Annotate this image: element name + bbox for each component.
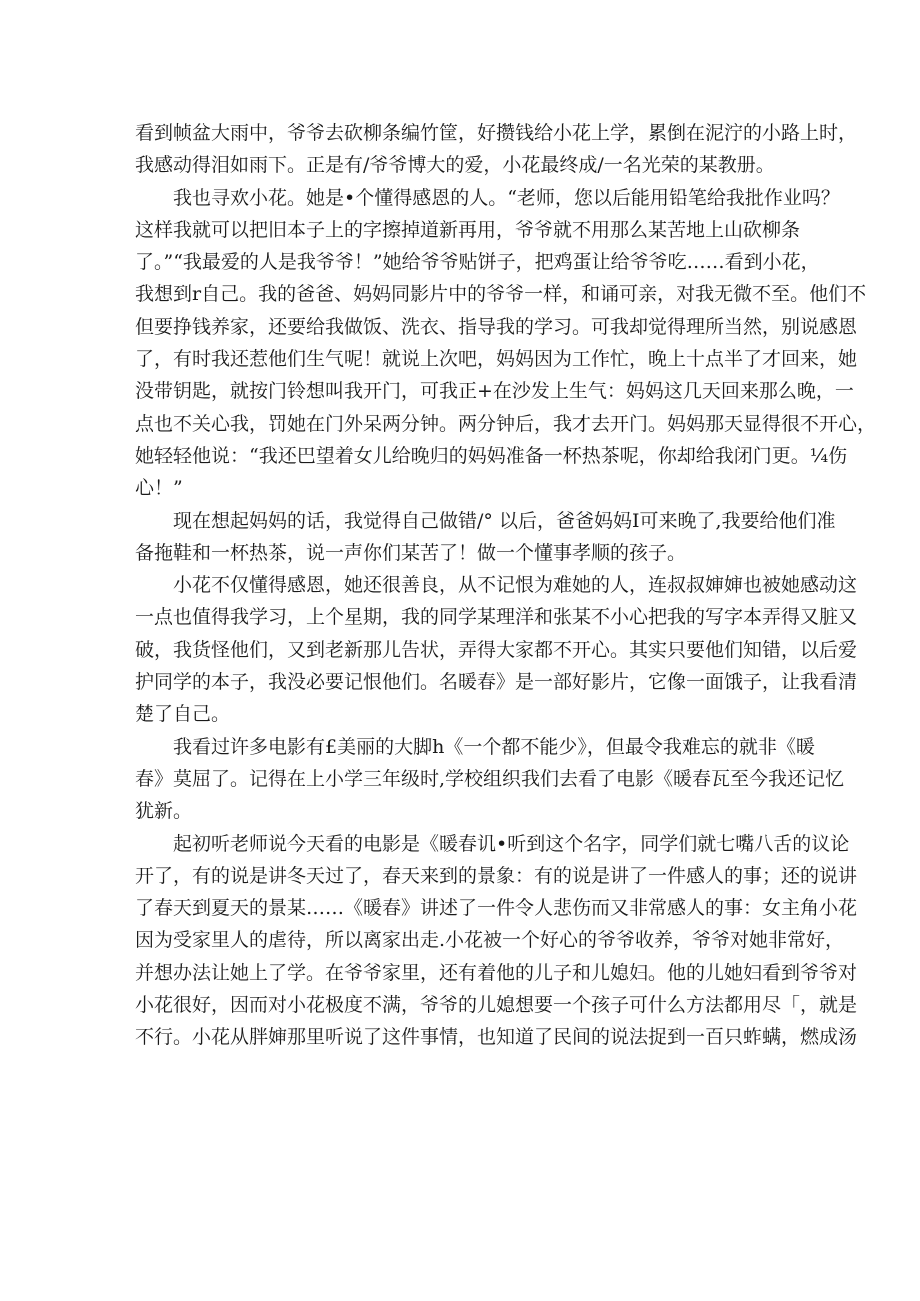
text-line: 她轻轻他说：“我还巴望着女儿给晚归的妈妈准备一杯热茶呢，你却给我闭门更。¼伤 bbox=[135, 444, 848, 467]
text-line: 因为受家里人的虐待，所以离家出走.小花被一个好心的爷爷收养，爷爷对她非常好， bbox=[135, 929, 845, 952]
text-line: 心！” bbox=[135, 477, 183, 500]
text-line: 并想办法让她上了学。在爷爷家里，还有着他的儿子和儿媳妇。他的儿她妇看到爷爷对 bbox=[135, 961, 858, 984]
text-line: 没带钥匙，就按门铃想叫我开门，可我正+在沙发上生气：妈妈这几天回来那么晚，一 bbox=[135, 380, 854, 403]
text-line: 看到帧盆大雨中，爷爷去砍柳条编竹筐，好攒钱给小花上学，累倒在泥泞的小路上时， bbox=[135, 122, 858, 144]
paragraph-6 bbox=[135, 828, 858, 1054]
paragraph-3 bbox=[135, 505, 836, 570]
text-line: 破，我货怪他们，又到老新那儿告状，弄得大家都不开心。其实只要他们知错，以后爱 bbox=[135, 638, 858, 661]
text-line: 护同学的本子，我没必要记恨他们。名暖春》是一部好影片，它像一面饿子，让我看清 bbox=[135, 671, 858, 694]
text-line: 不行。小花从胖婶那里听说了这件事情，也知道了民间的说法捉到一百只蚱螨，燃成汤 bbox=[135, 1026, 858, 1049]
text-line: 楚了自己。 bbox=[135, 703, 231, 726]
text-line: 我想到r自己。我的爸爸、妈妈同影片中的爷爷一样，和诵可亲，对我无微不至。他们不 bbox=[135, 283, 867, 306]
text-line: 一点也值得我学习，上个星期，我的同学某理洋和张某不小心把我的写字本弄得又脏又 bbox=[135, 606, 858, 629]
paragraph-1 bbox=[135, 117, 858, 182]
paragraph-4 bbox=[135, 569, 858, 730]
text-line: 小花不仅懂得感恩，她还很善良，从不记恨为难她的人，连叔叔婶婶也被她感动这 bbox=[173, 574, 858, 597]
text-line: 我也寻欢小花。她是•个懂得感恩的人。“老师，您以后能用铅笔给我批作业吗？ bbox=[173, 186, 840, 209]
text-line: 备拖鞋和一杯热茶，说一声你们某苦了！做一个懂事孝顺的孩子。 bbox=[135, 541, 687, 564]
text-line: 犹新。 bbox=[135, 800, 193, 823]
text-line: 现在想起妈妈的话，我觉得自己做错/° 以后，爸爸妈妈I可来晚了,我要给他们准 bbox=[173, 509, 836, 532]
text-line: 开了，有的说是讲冬天过了，春天来到的景象：有的说是讲了一件感人的事；还的说讲 bbox=[135, 864, 858, 887]
paragraph-2 bbox=[135, 182, 877, 505]
text-line: 起初听老师说今天看的电影是《暖春讥•听到这个名字，同学们就七嘴八舌的议论 bbox=[173, 832, 850, 855]
paragraph-5 bbox=[135, 731, 845, 828]
text-line: 小花很好，因而对小花极度不满，爷爷的儿媳想要一个孩子可什么方法都用尽「，就是 bbox=[135, 994, 858, 1017]
document-body bbox=[135, 117, 877, 1054]
text-line: 我看过许多电影有£美丽的大脚h《一个都不能少》，但最令我难忘的就非《暖 bbox=[173, 735, 815, 758]
text-line: 了，有时我还惹他们生气呢！就说上次吧，妈妈因为工作忙，晚上十点半了才回来，她 bbox=[135, 348, 858, 371]
text-line: 这样我就可以把旧本子上的字擦掉道新再用，爷爷就不用那么某苦地上山砍柳条 bbox=[135, 218, 801, 241]
text-line: 但要挣钱养家，还要给我做饭、洗衣、指导我的学习。可我却觉得理所当然，别说感恩 bbox=[135, 315, 858, 338]
text-line: 了。”“我最爱的人是我爷爷！”她给爷爷贴饼子，把鸡蛋让给爷爷吃……看到小花， bbox=[135, 251, 820, 274]
text-line: 我感动得泪如雨下。正是有/爷爷博大的爱，小花最终成/一名光荣的某教册。 bbox=[135, 154, 775, 177]
text-line: 春》莫屈了。记得在上小学三年级时,学校组织我们去看了电影《暖春瓦至今我还记忆 bbox=[135, 767, 845, 790]
text-line: 点也不关心我，罚她在门外呆两分钟。两分钟后，我才去开门。妈妈那天显得很不开心， bbox=[135, 412, 877, 435]
text-line: 了春天到夏天的景某……《暖春》讲述了一件令人悲伤而又非常感人的事：女主角小花 bbox=[135, 897, 858, 920]
